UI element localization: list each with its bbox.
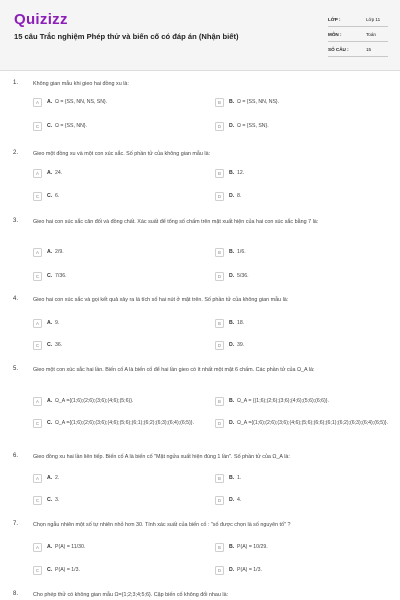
option-badge: C <box>33 341 42 350</box>
question-number: 1. <box>13 80 19 86</box>
option-text: 5/36. <box>237 273 249 279</box>
option-text: 24. <box>55 170 63 176</box>
option-letter: D. <box>229 273 235 279</box>
option-text: 4. <box>237 497 242 503</box>
option-badge: D <box>215 566 224 575</box>
option-letter: D. <box>229 342 235 348</box>
option-badge: A <box>33 543 42 552</box>
option-text: 6. <box>55 193 60 199</box>
option-text: Ω_A = {(1;6);(2;6);(3;6);(4;6);(5;6);(6;6)}. <box>237 398 329 404</box>
option-letter: C. <box>47 497 53 503</box>
question-number: 7. <box>13 521 19 527</box>
option-letter: A. <box>47 99 53 105</box>
meta-class-value: Lớp 11 <box>366 17 381 22</box>
option-badge: C <box>33 496 42 505</box>
meta-subject-value: Toán <box>366 32 376 37</box>
meta-divider <box>328 41 388 42</box>
question-text: Gieo đồng xu hai lần liên tiếp. Biến cố A là biến cố "Mặt ngửa xuất hiện đúng 1 lần". Số phần tử của Ω_A là: <box>33 454 290 460</box>
option-letter: D. <box>229 193 235 199</box>
option-letter: B. <box>229 544 235 550</box>
meta-subject-label: MÔN : <box>328 32 342 37</box>
quizizz-logo: Quizizz <box>14 11 68 28</box>
option-badge: D <box>215 122 224 131</box>
option-letter: D. <box>229 123 235 129</box>
option-text: 2. <box>55 475 60 481</box>
option-text: Ω = {SS, NN}. <box>55 123 87 129</box>
option-text: Ω_A ={(1;6);(2;6);(3;6);(4;6);(5;6);(6;1);(6;2);(6;3);(6;4);(6;5)}. <box>55 420 194 426</box>
question-number: 6. <box>13 453 19 459</box>
option-letter: B. <box>229 320 235 326</box>
worksheet-header <box>0 0 400 70</box>
option-badge: A <box>33 474 42 483</box>
option-letter: B. <box>229 249 235 255</box>
option-badge: D <box>215 272 224 281</box>
option-letter: D. <box>229 567 235 573</box>
option-letter: A. <box>47 170 53 176</box>
option-letter: D. <box>229 497 235 503</box>
option-badge: D <box>215 419 224 428</box>
option-badge: B <box>215 319 224 328</box>
option-text: Ω_A ={(1;6);(2;6);(3;6);(4;6);(5;6);(6;6);(6;1);(6;2);(6;3);(6;4);(6;5)}. <box>237 420 389 426</box>
option-badge: C <box>33 272 42 281</box>
option-badge: D <box>215 496 224 505</box>
question-text: Gieo một con xúc sắc hai lần. Biến cố A là biến cố để hai lần gieo có ít nhất một mặt 6 chấm. Các phần tử của Ω_A là: <box>33 367 315 373</box>
question-text: Không gian mẫu khi gieo hai đồng xu là: <box>33 81 129 87</box>
option-letter: A. <box>47 475 53 481</box>
option-text: 1/6. <box>237 249 246 255</box>
option-text: Ω = {SS, NN, NS, SN}. <box>55 99 108 105</box>
option-letter: C. <box>47 420 53 426</box>
question-number: 5. <box>13 366 19 372</box>
option-badge: C <box>33 419 42 428</box>
option-letter: A. <box>47 398 53 404</box>
option-text: P(A) = 1/3. <box>55 567 80 573</box>
meta-divider <box>328 56 388 57</box>
option-badge: A <box>33 319 42 328</box>
option-badge: C <box>33 122 42 131</box>
question-number: 8. <box>13 591 19 597</box>
option-badge: A <box>33 169 42 178</box>
header-divider <box>0 70 400 71</box>
option-badge: B <box>215 474 224 483</box>
option-badge: A <box>33 248 42 257</box>
option-badge: B <box>215 248 224 257</box>
question-text: Gieo một đồng xu và một con xúc sắc. Số phần tử của không gian mẫu là: <box>33 151 211 157</box>
option-letter: B. <box>229 475 235 481</box>
option-letter: B. <box>229 170 235 176</box>
question-text: Chọn ngẫu nhiên một số tự nhiên nhỏ hơn 30. Tính xác suất của biến cố : "số được chọn là số nguyên tố" ? <box>33 522 291 528</box>
option-letter: A. <box>47 320 53 326</box>
option-text: 2/9. <box>55 249 64 255</box>
option-text: Ω = {SS, SN}. <box>237 123 269 129</box>
meta-class-label: LỚP : <box>328 17 341 22</box>
question-text: Cho phép thử có không gian mẫu Ω={1;2;3;4;5;6}. Cặp biến cố không đối nhau là: <box>33 592 229 598</box>
option-badge: B <box>215 397 224 406</box>
option-text: 18. <box>237 320 245 326</box>
option-letter: B. <box>229 99 235 105</box>
question-number: 2. <box>13 150 19 156</box>
option-text: 36. <box>55 342 63 348</box>
option-text: Ω_A ={(1;6);(2;6);(3;6);(4;6);(5;6)}. <box>55 398 134 404</box>
option-letter: C. <box>47 567 53 573</box>
option-badge: B <box>215 169 224 178</box>
question-number: 3. <box>13 218 19 224</box>
meta-count-label: SỐ CÂU : <box>328 47 349 52</box>
option-text: 7/36. <box>55 273 67 279</box>
option-letter: C. <box>47 123 53 129</box>
option-badge: C <box>33 192 42 201</box>
worksheet-title: 15 câu Trắc nghiệm Phép thử và biến cố có đáp án (Nhận biết) <box>14 32 239 41</box>
option-text: 12. <box>237 170 245 176</box>
option-letter: D. <box>229 420 235 426</box>
option-letter: A. <box>47 249 53 255</box>
option-text: 39. <box>237 342 245 348</box>
option-text: Ω = {SS, NN, NS}. <box>237 99 280 105</box>
option-badge: A <box>33 397 42 406</box>
option-badge: D <box>215 341 224 350</box>
question-number: 4. <box>13 296 19 302</box>
option-letter: A. <box>47 544 53 550</box>
option-badge: B <box>215 543 224 552</box>
option-badge: D <box>215 192 224 201</box>
option-badge: C <box>33 566 42 575</box>
question-text: Gieo hai con súc sắc cân đối và đồng chất. Xác suất để tổng số chấm trên mặt xuất hiện của hai con súc sắc bằng 7 là: <box>33 219 319 225</box>
option-badge: B <box>215 98 224 107</box>
option-text: P(A) = 1/3. <box>237 567 262 573</box>
option-letter: C. <box>47 193 53 199</box>
meta-count-value: 15 <box>366 47 372 52</box>
option-letter: B. <box>229 398 235 404</box>
option-badge: A <box>33 98 42 107</box>
option-text: 8. <box>237 193 242 199</box>
meta-divider <box>328 26 388 27</box>
question-text: Gieo hai con xúc sắc và gọi kết quả xảy ra là tích số hai nút ở mặt trên. Số phần tử của không gian mẫu là: <box>33 297 289 303</box>
option-letter: C. <box>47 273 53 279</box>
option-text: 9. <box>55 320 60 326</box>
option-text: P(A) = 11/30. <box>55 544 86 550</box>
option-text: 3. <box>55 497 60 503</box>
option-text: 1. <box>237 475 242 481</box>
option-letter: C. <box>47 342 53 348</box>
option-text: P(A) = 10/29. <box>237 544 268 550</box>
